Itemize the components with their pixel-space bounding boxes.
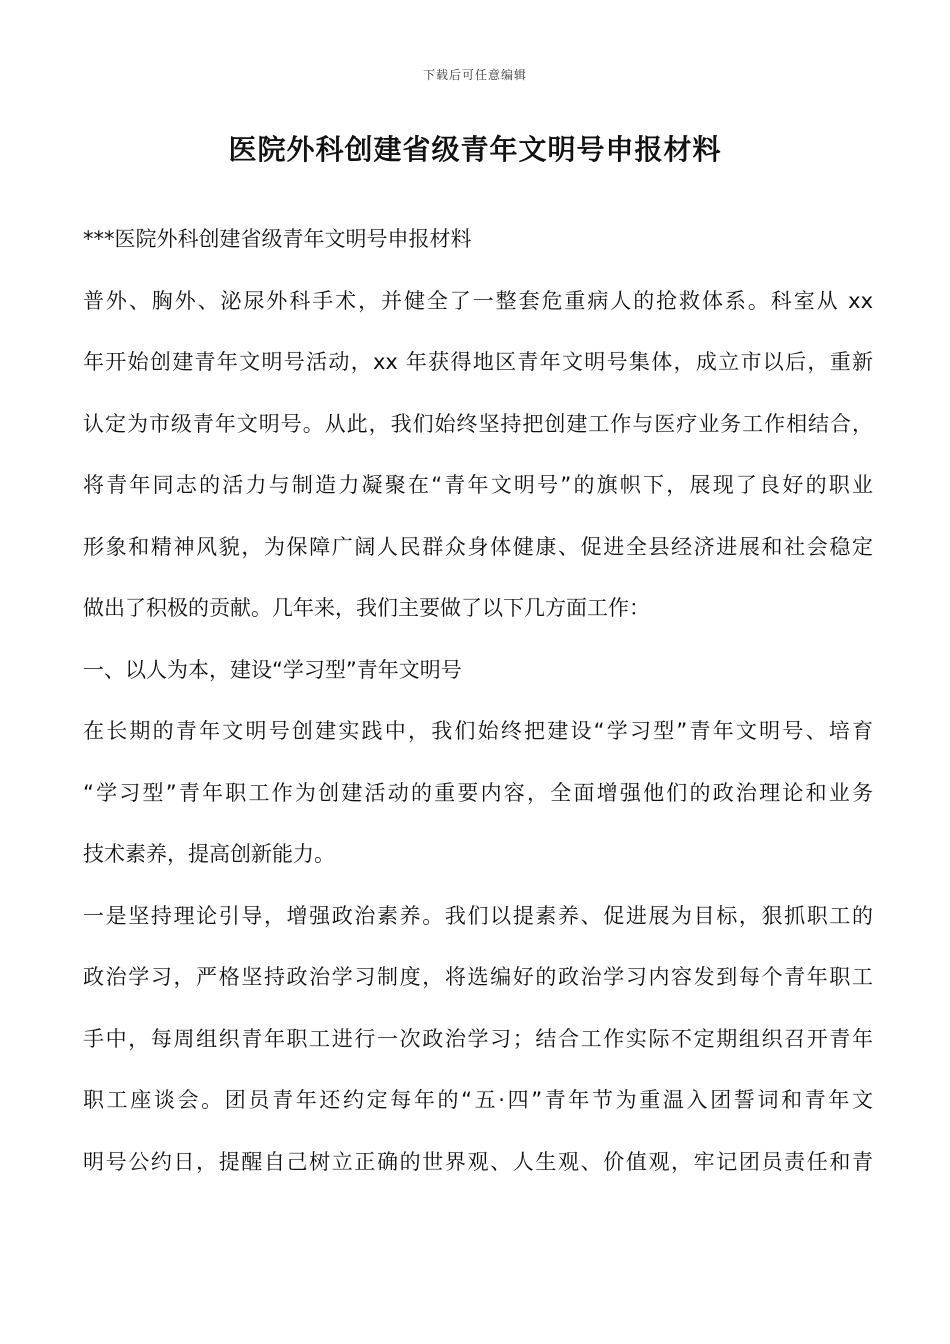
paragraph-line: 认定为市级青年文明号。从此，我们始终坚持把创建工作与医疗业务工作相结合， (83, 411, 873, 436)
paragraph-line: 技术素养，提高创新能力。 (83, 842, 335, 866)
paragraph-line: 手中，每周组织青年职工进行一次政治学习；结合工作实际不定期组织召开青年 (83, 1026, 873, 1051)
document-title: 医院外科创建省级青年文明号申报材料 (228, 133, 722, 166)
paragraph-line: ***医院外科创建省级青年文明号申报材料 (83, 227, 472, 251)
paragraph-line: 将青年同志的活力与制造力凝聚在“青年文明号”的旗帜下，展现了良好的职业 (83, 473, 873, 497)
paragraph-line: 在长期的青年文明号创建实践中，我们始终把建设“学习型”青年文明号、培育 (83, 719, 873, 743)
paragraph-line: 普外、胸外、泌尿外科手术，并健全了一整套危重病人的抢救体系。科室从 xx (83, 288, 873, 313)
document-body (83, 222, 873, 1206)
paragraph-line: 年开始创建青年文明号活动，xx 年获得地区青年文明号集体，成立市以后，重新 (83, 350, 873, 374)
paragraph-line: 一、以人为本，建设“学习型”青年文明号 (83, 657, 462, 682)
paragraph-line: 明号公约日，提醒自己树立正确的世界观、人生观、价值观，牢记团员责任和青 (83, 1149, 873, 1174)
paragraph-line: 职工座谈会。团员青年还约定每年的“五·四”青年节为重温入团誓词和青年文 (83, 1088, 873, 1112)
paragraph-line: 形象和精神风貌，为保障广阔人民群众身体健康、促进全县经济进展和社会稳定 (83, 534, 873, 559)
paragraph-line: 政治学习，严格坚持政治学习制度，将选编好的政治学习内容发到每个青年职工 (83, 965, 873, 989)
paragraph-line: 做出了积极的贡献。几年来，我们主要做了以下几方面工作： (83, 596, 650, 620)
paragraph-line: 一是坚持理论引导，增强政治素养。我们以提素养、促进展为目标，狠抓职工的 (83, 903, 873, 928)
header-note: 下载后可任意编辑 (422, 68, 527, 82)
paragraph-line: “学习型”青年职工作为创建活动的重要内容，全面增强他们的政治理论和业务 (83, 780, 873, 805)
